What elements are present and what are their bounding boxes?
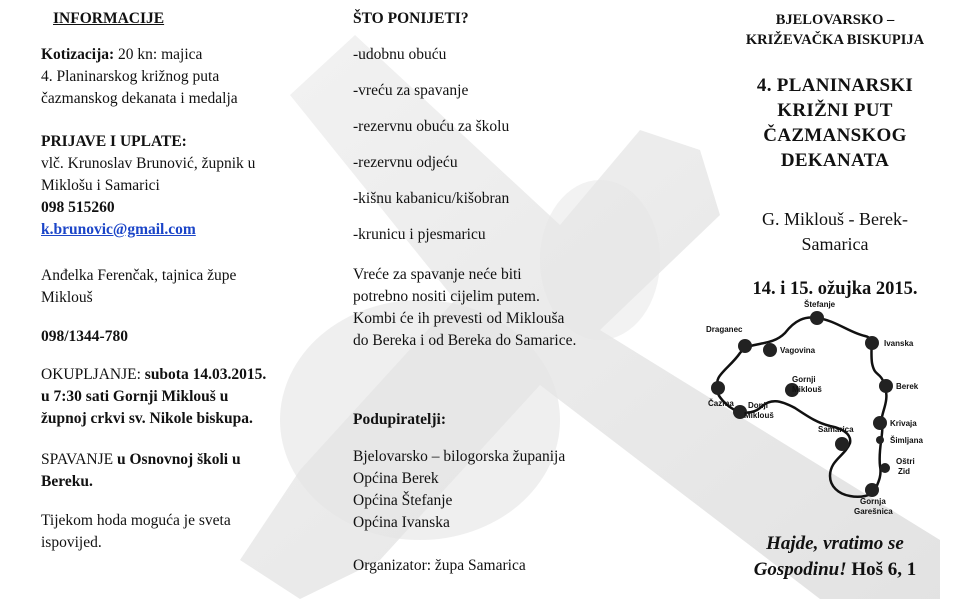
event-title-line: KRIŽNI PUT	[777, 100, 893, 121]
map-label: Ivanska	[884, 339, 914, 348]
confession-line-1: Tijekom hoda moguća je sveta	[41, 512, 231, 529]
sponsor-item: Bjelovarsko – bilogorska županija	[353, 448, 566, 465]
registration-line-1: vlč. Krunoslav Brunović, župnik u	[41, 155, 256, 172]
map-label: Šimljana	[890, 436, 923, 445]
stop-marker	[738, 339, 752, 353]
stop-marker	[879, 379, 893, 393]
map-label: Draganec	[706, 325, 743, 334]
map-label: Oštri	[896, 457, 915, 466]
fee-line-2: 4. Planinarskog križnog puta	[41, 68, 220, 85]
sponsor-item: Općina Štefanje	[353, 492, 453, 509]
sleeping-place-2: Bereku.	[41, 473, 93, 490]
packing-item: -kišnu kabanicu/kišobran	[353, 190, 510, 207]
transport-note-line: do Bereka i od Bereka do Samarice.	[353, 332, 577, 349]
packing-item: -udobnu obuću	[353, 46, 447, 63]
info-title: INFORMACIJE	[53, 10, 165, 27]
map-label: Vagovina	[780, 346, 816, 355]
packing-title: ŠTO PONIJETI?	[353, 10, 469, 27]
contact-line-1: Anđelka Ferenčak, tajnica župe	[41, 267, 237, 284]
sponsor-item: Općina Ivanska	[353, 514, 450, 531]
packing-item: -krunicu i pjesmaricu	[353, 226, 486, 243]
map-label: Miklouš	[792, 385, 822, 394]
motto-line-2: Gospodinu!	[753, 559, 847, 580]
registration-title: PRIJAVE I UPLATE:	[41, 133, 187, 150]
transport-note-line: Vreće za spavanje neće biti	[353, 266, 522, 283]
sleeping-place: u Osnovnoj školi u	[116, 451, 241, 468]
map-label: Samarica	[818, 425, 854, 434]
stop-marker	[763, 343, 777, 357]
sleeping-label: SPAVANJE	[41, 451, 117, 468]
stop-marker	[873, 416, 887, 430]
stop-marker	[711, 381, 725, 395]
transport-note-line: Kombi će ih prevesti od Miklouša	[353, 310, 565, 327]
fee-line-3: čazmanskog dekanata i medalja	[41, 90, 238, 107]
map-stops	[711, 311, 893, 497]
bible-reference: Hoš 6, 1	[846, 559, 917, 580]
map-label: Štefanje	[804, 300, 836, 309]
packing-item: -rezervnu odjeću	[353, 154, 458, 171]
gathering-date: subota 14.03.2015.	[144, 366, 267, 383]
confession-line-2: ispovijed.	[41, 534, 102, 551]
diocese-line-2: KRIŽEVAČKA BISKUPIJA	[745, 32, 925, 48]
event-title-line: 4. PLANINARSKI	[756, 75, 914, 96]
map-label: Gornji	[792, 375, 816, 384]
event-title-line: DEKANATA	[780, 150, 890, 171]
registration-phone: 098 515260	[41, 199, 115, 216]
map-label: Berek	[896, 382, 919, 391]
gathering-label: OKUPLJANJE:	[41, 366, 145, 383]
gathering-church: župnoj crkvi sv. Nikole biskupa.	[41, 410, 253, 427]
sponsor-item: Općina Berek	[353, 470, 439, 487]
map-label: Zid	[898, 467, 910, 476]
stop-marker	[865, 336, 879, 350]
route-line-2: Samarica	[801, 234, 869, 254]
stop-marker	[876, 436, 884, 444]
map-label: Čazma	[708, 399, 734, 408]
fee-value: 20 kn: majica	[114, 46, 203, 63]
organizer: Organizator: župa Samarica	[353, 557, 526, 574]
registration-line-2: Miklošu i Samarici	[41, 177, 160, 194]
registration-email-link[interactable]: k.brunovic@gmail.com	[41, 221, 196, 238]
stop-marker	[810, 311, 824, 325]
diocese-line-1: BJELOVARSKO –	[775, 12, 895, 28]
packing-item: -vreću za spavanje	[353, 82, 469, 99]
event-title-line: ČAZMANSKOG	[763, 125, 907, 146]
gathering-time-place: u 7:30 sati Gornji Miklouš u	[41, 388, 229, 405]
route-line-1: G. Miklouš - Berek-	[762, 209, 908, 229]
contact-line-2: Miklouš	[41, 289, 93, 306]
map-label: Gornja	[860, 497, 886, 506]
map-label: Miklouš	[744, 411, 774, 420]
map-label: Garešnica	[854, 507, 893, 516]
map-label: Krivaja	[890, 419, 917, 428]
fee-label: Kotizacija:	[41, 46, 115, 63]
route-map	[700, 300, 970, 523]
event-date: 14. i 15. ožujka 2015.	[752, 279, 918, 299]
contact-phone: 098/1344-780	[41, 328, 128, 345]
transport-note-line: potrebno nositi cijelim putem.	[353, 288, 540, 305]
motto-line-1: Hajde, vratimo se	[766, 533, 904, 554]
sponsors-title: Podupiratelji:	[353, 411, 446, 428]
stop-marker	[865, 483, 879, 497]
map-label: Donji	[748, 401, 768, 410]
stop-marker	[835, 437, 849, 451]
packing-item: -rezervnu obuću za školu	[353, 118, 510, 135]
stop-marker	[880, 463, 890, 473]
